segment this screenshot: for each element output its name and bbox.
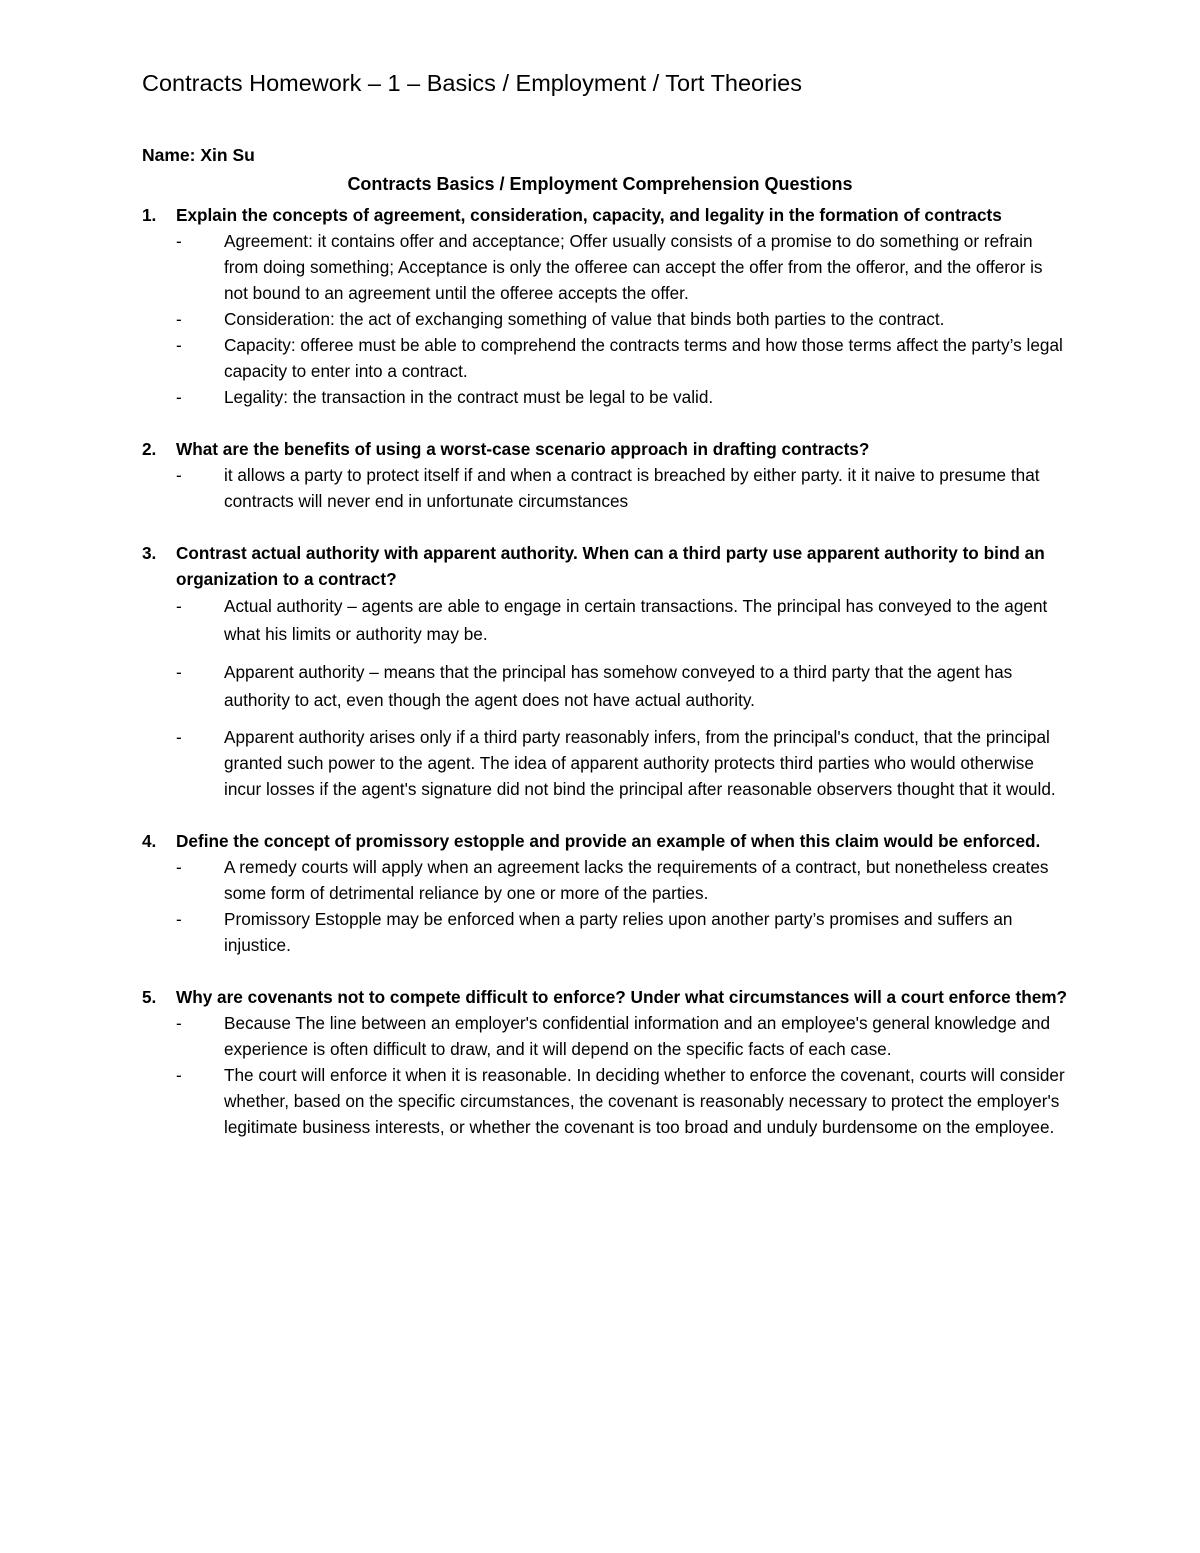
questions-list bbox=[142, 202, 1070, 1140]
answer-item bbox=[176, 724, 1070, 802]
answer-list bbox=[176, 462, 1070, 514]
bullet-dash: - bbox=[176, 335, 182, 355]
question-text: Explain the concepts of agreement, consideration, capacity, and legality in the formation of contracts bbox=[176, 205, 1002, 225]
answer-text: Capacity: offeree must be able to comprehend the contracts terms and how those terms affect the party’s legal capacity to enter into a contract. bbox=[224, 335, 1063, 381]
bullet-dash: - bbox=[176, 857, 182, 877]
question-text: Contrast actual authority with apparent authority. When can a third party use apparent authority to bind an organization to a contract? bbox=[176, 543, 1045, 589]
answer-item bbox=[176, 592, 1070, 648]
answer-text: Apparent authority – means that the principal has somehow conveyed to a third party that the agent has authority to act, even though the agent does not have actual authority. bbox=[224, 662, 1013, 710]
bullet-dash: - bbox=[176, 465, 182, 485]
answer-text: The court will enforce it when it is reasonable. In deciding whether to enforce the covenant, courts will consider whether, based on the specific circumstances, the covenant is reasonably necessary to protect the employer's legitimate business interests, or whether the covenant is too broad and unduly burdensome on the employee. bbox=[224, 1065, 1065, 1137]
answer-item bbox=[176, 228, 1070, 306]
answer-list bbox=[176, 854, 1070, 958]
answer-item bbox=[176, 1010, 1070, 1062]
question-item bbox=[142, 540, 1070, 802]
question-item bbox=[142, 984, 1070, 1140]
question-number: 1. bbox=[142, 205, 157, 225]
answer-text: Because The line between an employer's confidential information and an employee's general knowledge and experience is often difficult to draw, and it will depend on the specific facts of each case. bbox=[224, 1013, 1051, 1059]
answer-list bbox=[176, 228, 1070, 410]
bullet-dash: - bbox=[176, 1013, 182, 1033]
bullet-dash: - bbox=[176, 662, 182, 682]
answer-item bbox=[176, 1062, 1070, 1140]
answer-item bbox=[176, 854, 1070, 906]
question-text: What are the benefits of using a worst-case scenario approach in drafting contracts? bbox=[176, 439, 870, 459]
question-number: 5. bbox=[142, 987, 157, 1007]
answer-text: Apparent authority arises only if a third party reasonably infers, from the principal's conduct, that the principal granted such power to the agent. The idea of apparent authority protects third parties who would otherwise incur losses if the agent's signature did not bind the principal after reasonable observers thought that it would. bbox=[224, 727, 1056, 799]
question-item bbox=[142, 828, 1070, 958]
answer-text: it allows a party to protect itself if and when a contract is breached by either party. it it naive to presume that contracts will never end in unfortunate circumstances bbox=[224, 465, 1040, 511]
bullet-dash: - bbox=[176, 309, 182, 329]
answer-text: A remedy courts will apply when an agreement lacks the requirements of a contract, but nonetheless creates some form of detrimental reliance by one or more of the parties. bbox=[224, 857, 1049, 903]
answer-text: Legality: the transaction in the contract must be legal to be valid. bbox=[224, 387, 714, 407]
question-text: Define the concept of promissory estopple and provide an example of when this claim would be enforced. bbox=[176, 831, 1041, 851]
question-item bbox=[142, 202, 1070, 410]
section-heading: Contracts Basics / Employment Comprehension Questions bbox=[347, 174, 853, 194]
bullet-dash: - bbox=[176, 909, 182, 929]
answer-item bbox=[176, 332, 1070, 384]
question-number: 4. bbox=[142, 831, 157, 851]
answer-text: Actual authority – agents are able to engage in certain transactions. The principal has conveyed to the agent what his limits or authority may be. bbox=[224, 596, 1048, 644]
student-name: Name: Xin Su bbox=[142, 145, 255, 165]
bullet-dash: - bbox=[176, 1065, 182, 1085]
answer-item bbox=[176, 658, 1070, 714]
answer-item bbox=[176, 906, 1070, 958]
question-number: 2. bbox=[142, 439, 157, 459]
answer-text: Agreement: it contains offer and acceptance; Offer usually consists of a promise to do something or refrain from doing something; Acceptance is only the offeree can accept the offer from the offeror, and the offeror is not bound to an agreement until the offeree accepts the offer. bbox=[224, 231, 1043, 303]
document-title: Contracts Homework – 1 – Basics / Employment / Tort Theories bbox=[142, 70, 802, 96]
answer-item bbox=[176, 306, 1070, 332]
bullet-dash: - bbox=[176, 387, 182, 407]
answer-list bbox=[176, 1010, 1070, 1140]
answer-text: Promissory Estopple may be enforced when a party relies upon another party’s promises and suffers an injustice. bbox=[224, 909, 1013, 955]
bullet-dash: - bbox=[176, 231, 182, 251]
question-item bbox=[142, 436, 1070, 514]
question-number: 3. bbox=[142, 543, 157, 563]
bullet-dash: - bbox=[176, 727, 182, 747]
answer-text: Consideration: the act of exchanging something of value that binds both parties to the contract. bbox=[224, 309, 945, 329]
answer-item bbox=[176, 384, 1070, 410]
answer-list bbox=[176, 592, 1070, 802]
answer-item bbox=[176, 462, 1070, 514]
bullet-dash: - bbox=[176, 596, 182, 616]
question-text: Why are covenants not to compete difficult to enforce? Under what circumstances will a court enforce them? bbox=[176, 987, 1068, 1007]
